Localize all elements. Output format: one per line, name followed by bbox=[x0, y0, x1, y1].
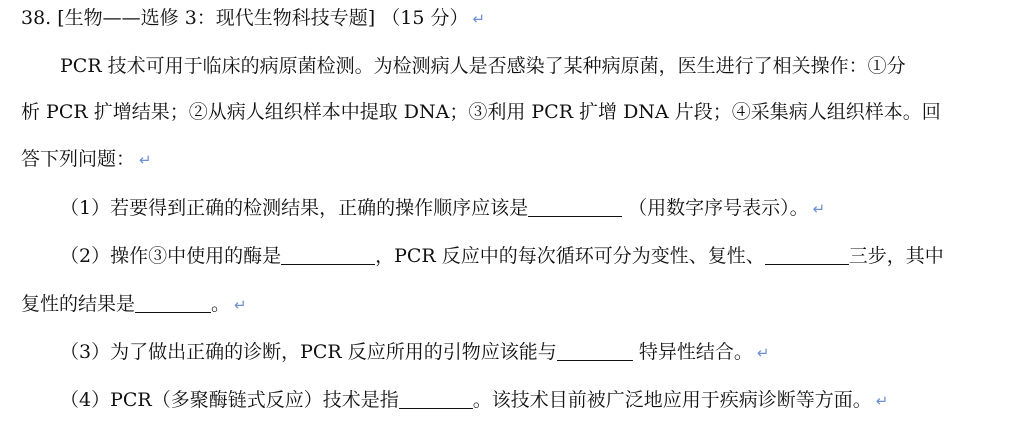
q3-text: （3）为了做出正确的诊断，PCR 反应所用的引物应该能与 bbox=[60, 341, 557, 363]
sub-question-1 bbox=[60, 196, 825, 221]
intro-line-1 bbox=[60, 54, 906, 78]
answer-blank-2a[interactable] bbox=[281, 246, 375, 265]
q2-line2-a: 复性的结果是 bbox=[21, 293, 136, 315]
q2-text-b: ，PCR 反应中的每次循环可分为变性、复性、 bbox=[375, 245, 765, 267]
header-text: 38. [生物——选修 3：现代生物科技专题] （15 分） bbox=[21, 7, 469, 29]
intro-line-2 bbox=[21, 100, 941, 124]
return-mark-icon: ↵ bbox=[812, 200, 826, 218]
q1-suffix: （用数字序号表示）。 bbox=[628, 197, 809, 219]
sub-question-2 bbox=[60, 244, 944, 268]
return-mark-icon: ↵ bbox=[756, 344, 770, 362]
sub-question-2-cont bbox=[21, 292, 247, 317]
q4-suffix: 。该技术目前被广泛地应用于疾病诊断等方面。 bbox=[472, 389, 872, 411]
intro-line-3 bbox=[21, 147, 152, 172]
intro-text-3: 答下列问题： bbox=[21, 148, 136, 170]
question-header bbox=[21, 6, 485, 31]
return-mark-icon: ↵ bbox=[234, 296, 247, 314]
intro-text-1: PCR 技术可用于临床的病原菌检测。为检测病人是否感染了某种病原菌，医生进行了相关操作：①分 bbox=[60, 55, 906, 77]
answer-blank-3[interactable] bbox=[557, 342, 633, 361]
q2-text-a: （2）操作③中使用的酶是 bbox=[60, 245, 282, 267]
return-mark-icon: ↵ bbox=[875, 392, 889, 410]
q4-text: （4）PCR（多聚酶链式反应）技术是指 bbox=[60, 389, 399, 411]
sub-question-4 bbox=[60, 388, 888, 413]
return-mark-icon: ↵ bbox=[139, 151, 152, 169]
answer-blank-4[interactable] bbox=[399, 390, 473, 409]
intro-text-2: 析 PCR 扩增结果；②从病人组织样本中提取 DNA；③利用 PCR 扩增 DNA 片段；④采集病人组织样本。回 bbox=[21, 101, 941, 123]
answer-blank-1[interactable] bbox=[528, 198, 622, 217]
q1-text: （1）若要得到正确的检测结果，正确的操作顺序应该是 bbox=[60, 197, 529, 219]
q2-text-c: 三步，其中 bbox=[848, 245, 944, 267]
sub-question-3 bbox=[60, 340, 769, 365]
return-mark-icon: ↵ bbox=[472, 10, 486, 28]
q3-suffix: 特异性结合。 bbox=[638, 341, 753, 363]
q2-line2-b: 。 bbox=[211, 293, 231, 315]
answer-blank-2b[interactable] bbox=[765, 246, 849, 265]
answer-blank-2c[interactable] bbox=[135, 294, 211, 313]
